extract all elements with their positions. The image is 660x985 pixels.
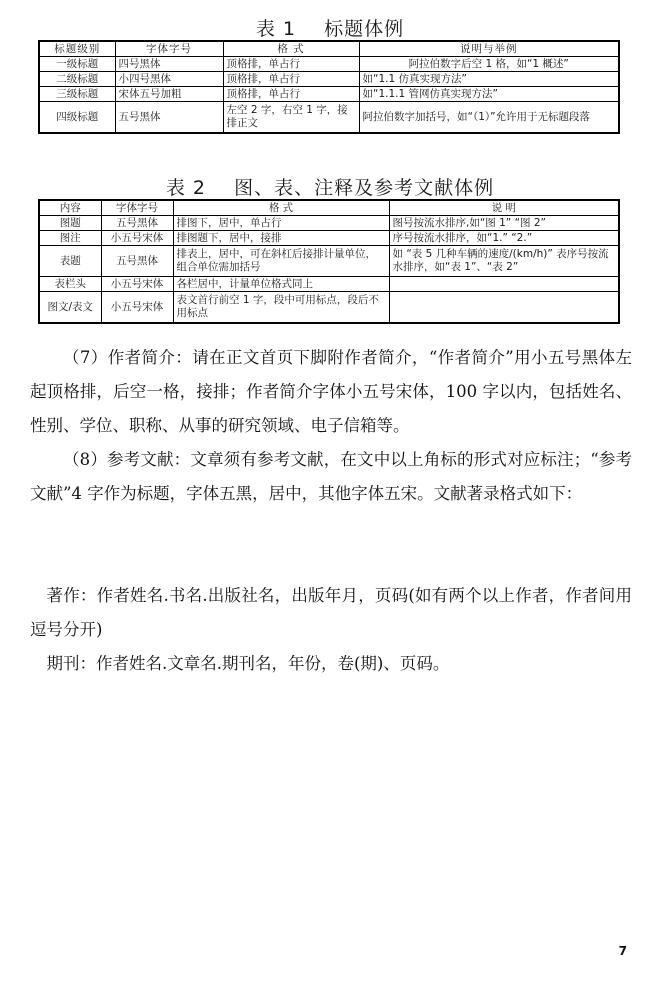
table-cell: 顶格排，单占行: [223, 87, 359, 102]
table-cell: 三级标题: [39, 87, 115, 102]
column-header: 说明与举例: [359, 41, 619, 57]
table-row: [39, 57, 619, 72]
table-row: [39, 87, 619, 102]
heading-style-table: [38, 40, 620, 134]
table2-title: 表 2 图、表、注释及参考文献体例: [165, 177, 495, 199]
table-cell: 阿拉伯数字加括号，如“（1）”允许用于无标题段落: [359, 102, 619, 134]
table-cell: 顶格排，单占行: [223, 57, 359, 72]
table-cell: 阿拉伯数字后空 1 格，如“1 概述”: [359, 57, 619, 72]
table-cell: 表栏头: [39, 277, 101, 292]
table-row: [39, 246, 619, 277]
column-header: 说 明: [389, 200, 619, 216]
column-header: 标题级别: [39, 41, 115, 57]
table-cell: 左空 2 字，右空 1 字，接排正文: [223, 102, 359, 134]
paragraph-text: 期刊：作者姓名.文章名.期刊名，年份，卷(期)、页码。: [46, 654, 450, 673]
table-cell: 如 “表 5 几种车辆的速度/(km/h)” 表序号按流水排序，如“表 1”、“表 2”: [389, 246, 619, 277]
paragraph-text: （8）参考文献：文章须有参考文献，在文中以上角标的形式对应标注；“参考文献”4 字作为标题，字体五黑，居中，其他字体五宋。文献著录格式如下：: [30, 450, 632, 503]
table-cell: 如“1.1.1 管网仿真实现方法”: [359, 87, 619, 102]
table-row: [39, 102, 619, 134]
table1-title: 表 1 标题体例: [255, 18, 405, 40]
table-cell: 二级标题: [39, 72, 115, 87]
journal-format-paragraph: [30, 647, 632, 681]
table-row: [39, 216, 619, 231]
table-cell: 小五号宋体: [101, 292, 173, 324]
table-cell: 表题: [39, 246, 101, 277]
table-cell: [389, 292, 619, 324]
paragraph-text: （7）作者简介：请在正文首页下脚附作者简介，“作者简介”用小五号黑体左起顶格排，后空一格，接排；作者简介字体小五号宋体，100 字以内，包括姓名、性别、学位、职称、从事的研究领域、电子信箱等。: [30, 348, 632, 435]
column-header: 格 式: [173, 200, 389, 216]
column-header: 内容: [39, 200, 101, 216]
table-cell: 图文/表文: [39, 292, 101, 324]
table-cell: 四号黑体: [115, 57, 223, 72]
table-cell: 图号按流水排序,如“图 1” “图 2”: [389, 216, 619, 231]
column-header: 字体字号: [115, 41, 223, 57]
table-cell: 序号按流水排序，如“1.” “2.”: [389, 231, 619, 246]
table-cell: 排图下，居中，单占行: [173, 216, 389, 231]
table-cell: 宋体五号加粗: [115, 87, 223, 102]
table-cell: 图题: [39, 216, 101, 231]
table-row: [39, 72, 619, 87]
table-cell: 图注: [39, 231, 101, 246]
table-cell: 小五号宋体: [101, 231, 173, 246]
table-cell: 五号黑体: [101, 216, 173, 231]
table-row: [39, 292, 619, 324]
column-header: 格 式: [223, 41, 359, 57]
table-cell: 小四号黑体: [115, 72, 223, 87]
table-cell: 五号黑体: [115, 102, 223, 134]
table-cell: [389, 277, 619, 292]
column-header: 字体字号: [101, 200, 173, 216]
table-cell: 五号黑体: [101, 246, 173, 277]
table-cell: 如“1.1 仿真实现方法”: [359, 72, 619, 87]
table-cell: 排图题下，居中，接排: [173, 231, 389, 246]
table-cell: 顶格排，单占行: [223, 72, 359, 87]
table-cell: 各栏居中，计量单位格式同上: [173, 277, 389, 292]
table-header-row: [39, 200, 619, 216]
table-cell: 排表上，居中，可在斜杠后接排计量单位，组合单位需加括号: [173, 246, 389, 277]
page-number: 7: [618, 944, 627, 958]
table-cell: 一级标题: [39, 57, 115, 72]
figure-table-style-table: [38, 199, 620, 324]
paragraph-text: 著作：作者姓名.书名.出版社名，出版年月，页码(如有两个以上作者，作者间用逗号分开): [30, 586, 632, 639]
book-format-paragraph: [30, 579, 632, 647]
author-bio-paragraph: [30, 341, 632, 443]
table-cell: 小五号宋体: [101, 277, 173, 292]
table-cell: 四级标题: [39, 102, 115, 134]
table-row: [39, 231, 619, 246]
references-paragraph: [30, 443, 632, 511]
table-header-row: [39, 41, 619, 57]
table-cell: 表文首行前空 1 字，段中可用标点，段后不用标点: [173, 292, 389, 324]
table-row: [39, 277, 619, 292]
